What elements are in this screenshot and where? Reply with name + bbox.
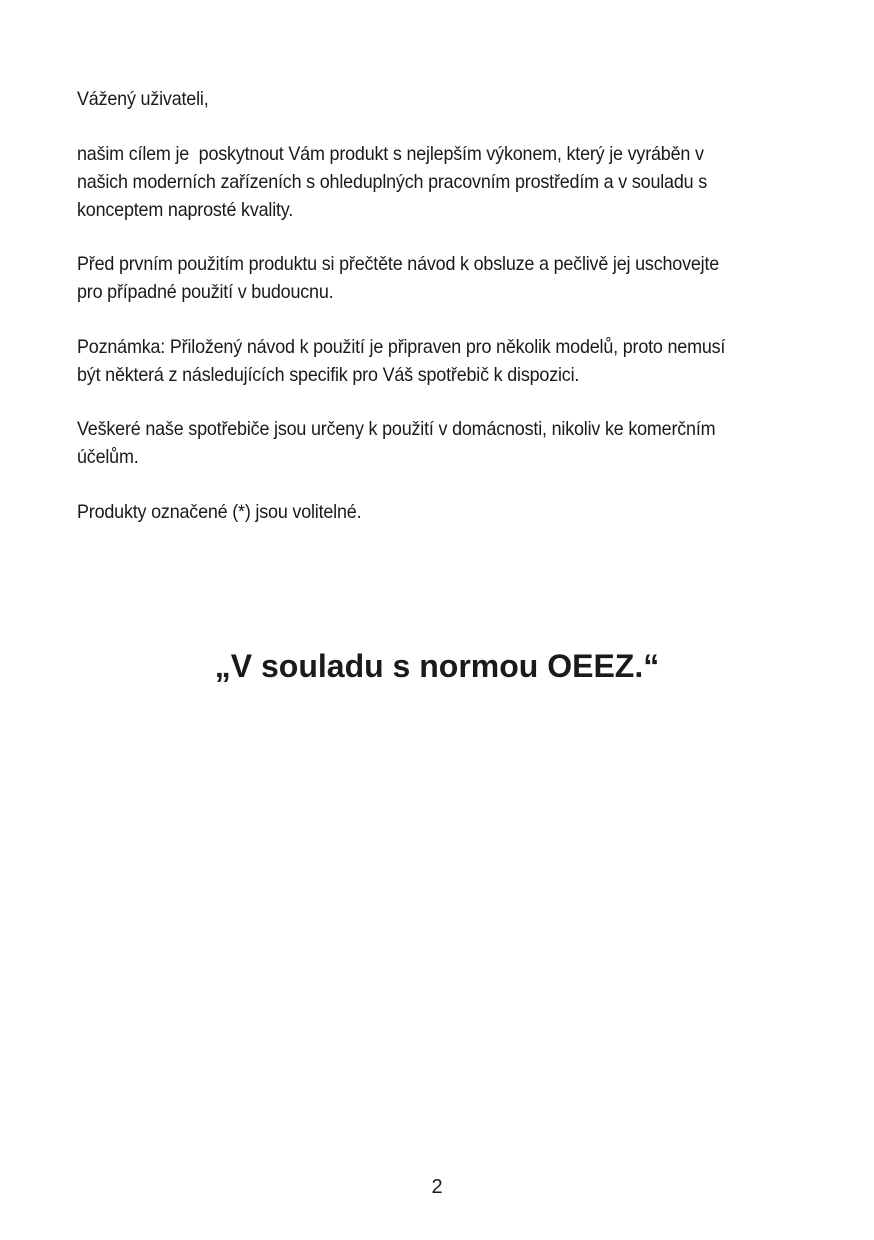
page-number: 2: [431, 1176, 443, 1198]
paragraph-note: Poznámka: Přiložený návod k použití je připraven pro několik modelů, proto nemusí být některá z následujících specifik pro Váš spotřebič k dispozici.: [77, 336, 726, 386]
paragraph-household-use: Veškeré naše spotřebiče jsou určeny k použití v domácnosti, nikoliv ke komerčním účelům.: [77, 418, 716, 468]
greeting: Vážený uživateli,: [77, 88, 209, 110]
paragraph-optional-products: Produkty označené (*) jsou volitelné.: [77, 501, 362, 523]
paragraph-intro: našim cílem je poskytnout Vám produkt s nejlepším výkonem, který je vyráběn v našich moderních zařízeních s ohleduplných pracovním prostředím a v souladu s konceptem naprosté kvality.: [77, 143, 708, 221]
weee-compliance-headline: „V souladu s normou OEEZ.“: [214, 648, 660, 684]
paragraph-read-manual: Před prvním použitím produktu si přečtěte návod k obsluze a pečlivě jej uschovejte pro případné použití v budoucnu.: [77, 253, 720, 303]
